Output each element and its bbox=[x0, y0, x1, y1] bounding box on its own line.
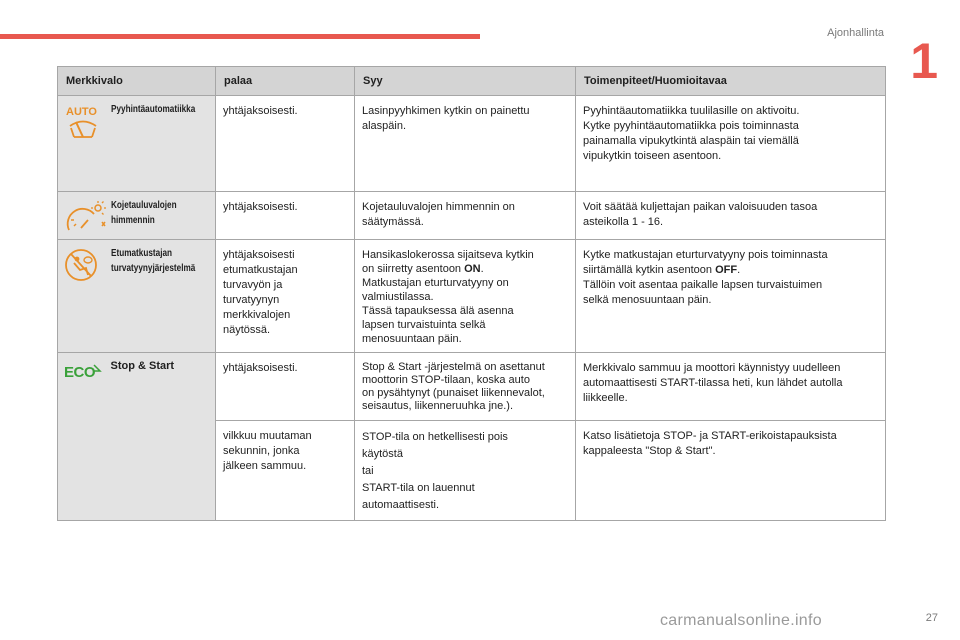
cause-cell: Lasinpyyhkimen kytkin on painettu alaspäin. bbox=[355, 96, 576, 192]
column-header-action: Toimenpiteet/Huomioitavaa bbox=[576, 67, 886, 96]
cause-cell: STOP-tila on hetkellisesti pois käytöstä tai START-tila on lauennut automaattisesti. bbox=[355, 421, 576, 521]
column-header-lamp: Merkkivalo bbox=[58, 67, 216, 96]
lamp-name: Kojetauluvalojen himmennin bbox=[110, 200, 177, 226]
switch-position-on: ON bbox=[464, 263, 481, 275]
eco-icon bbox=[64, 361, 110, 397]
airbag-off-icon bbox=[64, 248, 110, 284]
svg-text:ECO: ECO bbox=[64, 364, 96, 381]
cause-cell: Hansikaslokerossa sijaitseva kytkin on siirretty asentoon ON. Matkustajan eturturvatyyny on valmiustilassa. Tässä tapauksessa älä asenna lapsen turvaistuinta selkä menosuuntaan päin. bbox=[355, 240, 576, 353]
watermark: carmanualsonline.info bbox=[660, 612, 822, 629]
state-cell: yhtäjaksoisesti etumatkustajan turvavyön ja turvatyynyn merkkivalojen näytössä. bbox=[216, 240, 355, 353]
lamp-name: Pyyhintäautomatiikka bbox=[110, 104, 195, 115]
cause-cell: Stop & Start -järjestelmä on asettanut moottorin STOP-tilaan, koska auto on pysähtynyt (punaiset liikennevalot, seisautus, liikenneruuhka jne.). bbox=[355, 353, 576, 421]
table-row bbox=[58, 192, 886, 240]
action-cell: Voit säätää kuljettajan paikan valoisuuden tasoa asteikolla 1 - 16. bbox=[576, 192, 886, 240]
action-cell: Pyyhintäautomatiikka tuulilasille on aktivoitu. Kytke pyyhintäautomatiikka pois toiminnasta painamalla vipukytkintä alaspäin tai viemällä vipukytkin toiseen asentoon. bbox=[576, 96, 886, 192]
state-cell: yhtäjaksoisesti. bbox=[216, 353, 355, 421]
state-cell: vilkkuu muutaman sekunnin, jonka jälkeen sammuu. bbox=[216, 421, 355, 521]
svg-text:AUTO: AUTO bbox=[66, 106, 97, 118]
state-cell: yhtäjaksoisesti. bbox=[216, 96, 355, 192]
action-cell: Katso lisätietoja STOP- ja START-erikoistapauksista kappaleesta "Stop & Start". bbox=[576, 421, 886, 521]
section-title: Ajonhallinta bbox=[827, 27, 884, 39]
table-row bbox=[58, 96, 886, 192]
action-cell: Merkkivalo sammuu ja moottori käynnistyy uudelleen automaattisesti START-tilassa heti, kun lähdet autolla liikkeelle. bbox=[576, 353, 886, 421]
dashboard-dimmer-icon bbox=[64, 200, 110, 236]
auto-wiper-icon bbox=[64, 104, 110, 140]
chapter-number: 1 bbox=[910, 33, 938, 89]
lamp-name: Etumatkustajan turvatyynyjärjestelmä bbox=[110, 248, 195, 274]
state-cell: yhtäjaksoisesti. bbox=[216, 192, 355, 240]
warning-lights-table bbox=[57, 66, 886, 521]
lamp-name: Stop & Start bbox=[110, 360, 175, 372]
top-accent-bar bbox=[0, 34, 480, 39]
action-cell: Kytke matkustajan eturturvatyyny pois toiminnasta siirtämällä kytkin asentoon OFF. Tällöin voit asentaa paikalle lapsen turvaistuimen selkä menosuuntaan päin. bbox=[576, 240, 886, 353]
column-header-state: palaa bbox=[216, 67, 355, 96]
cause-cell: Kojetauluvalojen himmennin on säätymässä. bbox=[355, 192, 576, 240]
page-number: 27 bbox=[925, 612, 938, 624]
table-row bbox=[58, 240, 886, 353]
column-header-cause: Syy bbox=[355, 67, 576, 96]
switch-position-off: OFF bbox=[715, 264, 738, 276]
table-header-row bbox=[58, 67, 886, 96]
table-row bbox=[58, 353, 886, 421]
